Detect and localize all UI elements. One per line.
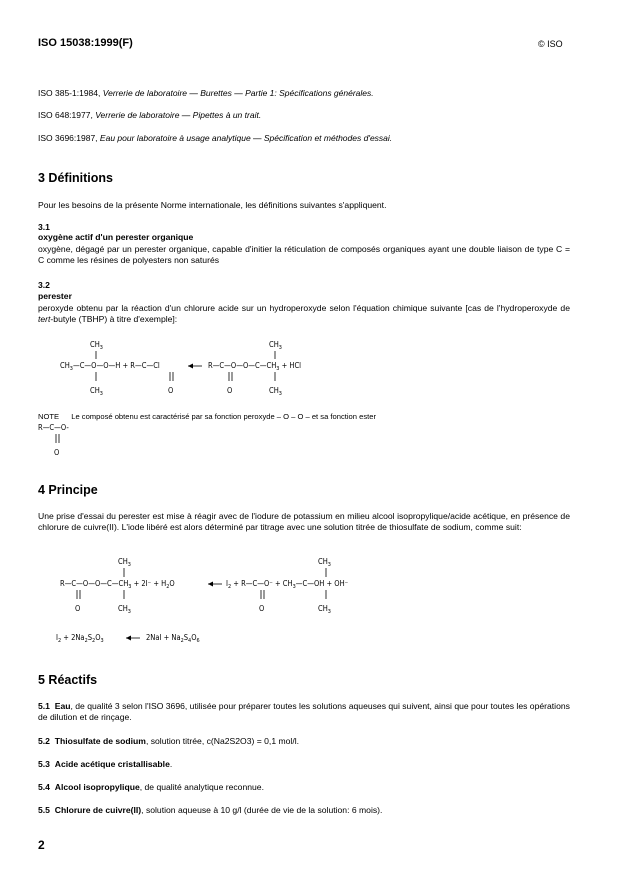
reference-code: ISO 385-1:1984, (38, 88, 103, 98)
iodide-reaction-equation (50, 555, 380, 619)
svg-text:CH3: $CH_3$ (318, 557, 331, 568)
section-4-heading: 4 Principe (38, 483, 98, 497)
perester-formation-equation (50, 338, 370, 400)
equation-left-side: $CH_3—C—O—O—H$ + R—C—Cl (60, 361, 160, 372)
svg-text:CH3: $CH_3$ (118, 557, 131, 568)
reference-item (38, 110, 261, 121)
section-5-heading: 5 Réactifs (38, 673, 98, 687)
equation-left-side: $R—C—O—O—C—CH_3 + 2I^- + H_2O$ (60, 579, 175, 590)
page-number: 2 (38, 838, 45, 852)
term-name: oxygène actif d'un perester organique (38, 232, 194, 242)
term-number: 3.2 (38, 280, 50, 290)
section-3-intro: Pour les besoins de la présente Norme internationale, les définitions suivantes s'appliquent. (38, 200, 387, 210)
term-definition: oxygène, dégagé par un perester organique, capable d'initier la réticulation de composés organiques ayant une double liaison de type C = C comme les résines de polyesters non saturés (38, 244, 570, 265)
reference-code: ISO 648:1977, (38, 110, 96, 120)
thiosulfate-titration-equation (50, 628, 250, 646)
svg-text:CH3: $CH_3$ (118, 604, 131, 615)
term-definition: peroxyde obtenu par la réaction d'un chlorure acide sur un hydroperoxyde selon l'équation chimique suivante [cas de l'hydroperoxyde de tert-butyle (TBHP) à titre d'exemple]: (38, 303, 570, 324)
ch3-top-label: $CH_3$ (90, 340, 103, 351)
reagent-item: 5.5 Chlorure de cuivre(II), solution aqueuse à 10 g/l (durée de vie de la solution: 6 mois). (38, 805, 383, 815)
note-label: NOTE (38, 412, 60, 421)
svg-text:O: O (259, 604, 265, 613)
equation-right-side: $R—C—O—O—C—CH_3$ + HCl (208, 361, 302, 372)
ch3-top-label: $CH_3$ (269, 340, 282, 351)
reference-title: Eau pour laboratoire à usage analytique — Spécification et méthodes d'essai. (99, 133, 393, 143)
oxygen-label: O (168, 386, 174, 395)
term-name: perester (38, 291, 72, 301)
reagent-item: 5.1 Eau, de qualité 3 selon l'ISO 3696, utilisée pour préparer toutes les solutions aqueuses qui suivent, ainsi que pour toutes les opérations de dilution et de rinçage. (38, 701, 570, 722)
reagent-item: 5.4 Alcool isopropylique, de qualité analytique reconnue. (38, 782, 264, 792)
note (38, 412, 376, 421)
reference-item (38, 88, 374, 99)
ester-structure (36, 421, 96, 459)
reference-title: Verrerie de laboratoire — Burettes — Partie 1: Spécifications générales. (102, 88, 374, 98)
svg-text:I2 + 2Na2S2O3: $I_2 + 2Na_2S_2O_3$ (56, 633, 104, 644)
reagent-item: 5.2 Thiosulfate de sodium, solution titrée, c(Na2S2O3) = 0,1 mol/l. (38, 736, 300, 746)
svg-text:CH3: $CH_3$ (318, 604, 331, 615)
oxygen-label: O (54, 448, 60, 457)
reference-item (38, 133, 392, 144)
reference-title: Verrerie de laboratoire — Pipettes à un trait. (95, 110, 262, 120)
ch3-bottom-label: $CH_3$ (269, 386, 282, 397)
document-title: ISO 15038:1999(F) (38, 37, 133, 49)
reference-code: ISO 3696:1987, (38, 133, 100, 143)
copyright-notice: © ISO (538, 39, 563, 49)
note-text: Le composé obtenu est caractérisé par sa fonction peroxyde – O – O – et sa fonction ester (71, 412, 377, 421)
section-3-heading: 3 Définitions (38, 171, 114, 185)
reagent-item: 5.3 Acide acétique cristallisable. (38, 759, 173, 769)
term-number: 3.1 (38, 222, 50, 232)
ester-formula: R—C—O- (38, 423, 69, 432)
equation-right-side: $I_2$ + R—C—O⁻ + $CH_3—C—OH + OH^-$ (226, 579, 349, 590)
oxygen-label: O (227, 386, 233, 395)
svg-text:O: O (75, 604, 81, 613)
svg-text:2NaI + Na2S4O6: $2NaI + Na_2S_4O_6$ (146, 633, 200, 644)
section-4-text: Une prise d'essai du perester est mise à réagir avec de l'iodure de potassium en milieu alcool isopropylique/acide acétique, en présence de chlorure de cuivre(II). L'iode libéré est alors déterminé par titrage avec une solution titrée de thiosulfate de sodium, comme suit: (38, 511, 570, 532)
ch3-bottom-label: $CH_3$ (90, 386, 103, 397)
